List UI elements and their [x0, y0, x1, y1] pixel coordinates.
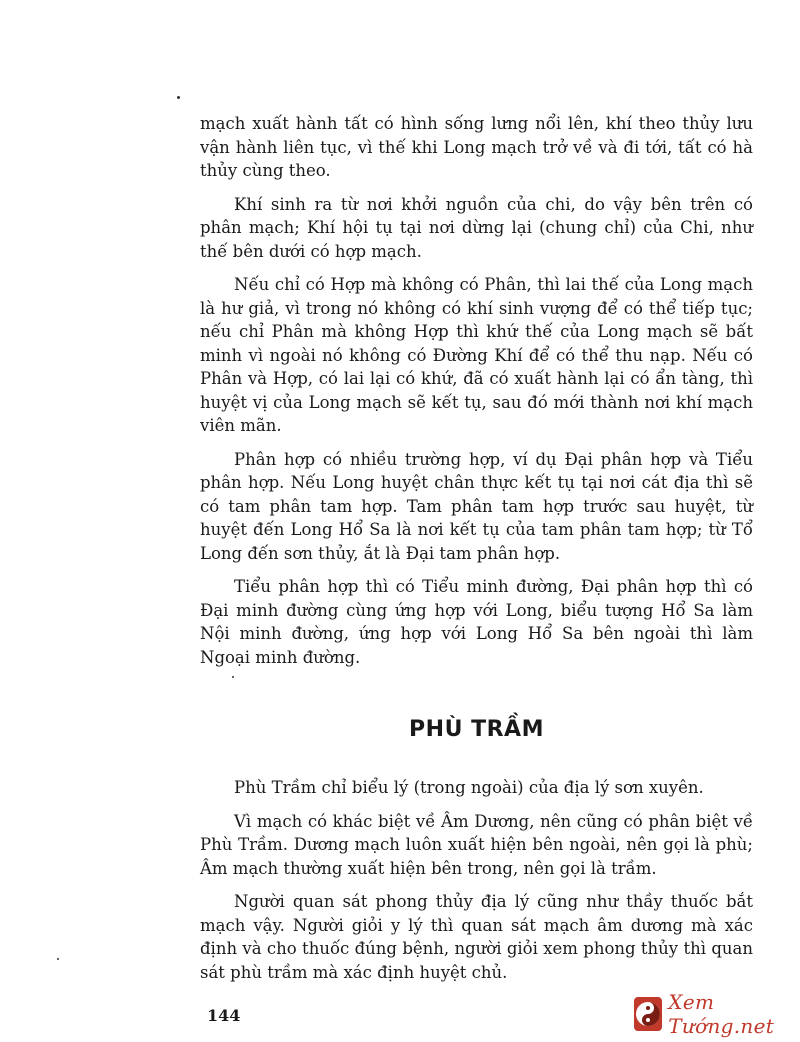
paragraph: Tiểu phân hợp thì có Tiểu minh đường, Đại phân hợp thì có Đại minh đường cùng ứng hợp với Long, biểu tượng Hổ Sa làm Nội minh đường, ứng hợp với Long Hổ Sa bên ngoài thì làm Ngoại minh đường. [200, 577, 753, 667]
section-paragraph: Vì mạch có khác biệt về Âm Dương, nên cũng có phân biệt về Phù Trầm. Dương mạch luôn xuất hiện bên ngoài, nên gọi là phù; Âm mạch thường xuất hiện bên trong, nên gọi là trầm. [200, 811, 753, 878]
paragraph: Khí sinh ra từ nơi khởi nguồn của chi, do vậy bên trên có phân mạch; Khí hội tụ tại nơi dừng lại (chung chỉ) của Chi, như thế bên dưới có hợp mạch. [200, 194, 753, 261]
section-body [200, 776, 753, 994]
watermark-text: Xem Tướng.net [668, 990, 775, 1038]
paragraph-continuation: mạch xuất hành tất có hình sống lưng nổi lên, khí theo thủy lưu vận hành liên tục, vì thế khi Long mạch trở về và đi tới, tất có hà thủy cùng theo. [200, 114, 753, 180]
paragraph: Phân hợp có nhiều trường hợp, ví dụ Đại phân hợp và Tiểu phân hợp. Nếu Long huyệt chân thực kết tụ tại nơi cát địa thì sẽ có tam phân tam hợp. Tam phân tam hợp trước sau huyệt, từ huyệt đến Long Hổ Sa là nơi kết tụ của tam phân tam hợp; từ Tổ Long đến sơn thủy, ắt là Đại tam phân hợp. [200, 449, 753, 563]
section-paragraph: Phù Trầm chỉ biểu lý (trong ngoài) của địa lý sơn xuyên. [234, 778, 704, 797]
body-text [200, 112, 753, 679]
page-number: 144 [207, 1006, 241, 1025]
scan-speck [177, 96, 180, 99]
yin-yang-icon [634, 997, 662, 1031]
section-paragraph: Người quan sát phong thủy địa lý cũng như thầy thuốc bắt mạch vậy. Người giỏi y lý thì quan sát mạch âm dương mà xác định và cho thuốc đúng bệnh, người giỏi xem phong thủy thì quan sát phù trầm mà xác định huyệt chủ. [200, 892, 753, 982]
paragraph: Nếu chỉ có Hợp mà không có Phân, thì lai thế của Long mạch là hư giả, vì trong nó không có khí sinh vượng để có thể tiếp tục; nếu chỉ Phân mà không Hợp thì khứ thế của Long mạch sẽ bất minh vì ngoài nó không có Đường Khí để có thể thu nạp. Nếu có Phân và Hợp, có lai lại có khứ, đã có xuất hành lại có ẩn tàng, thì huyệt vị của Long mạch sẽ kết tụ, sau đó mới thành nơi khí mạch viên mãn. [200, 275, 753, 435]
section-title: PHÙ TRẦM [409, 717, 544, 742]
scan-speck [57, 958, 59, 960]
watermark [634, 990, 800, 1038]
